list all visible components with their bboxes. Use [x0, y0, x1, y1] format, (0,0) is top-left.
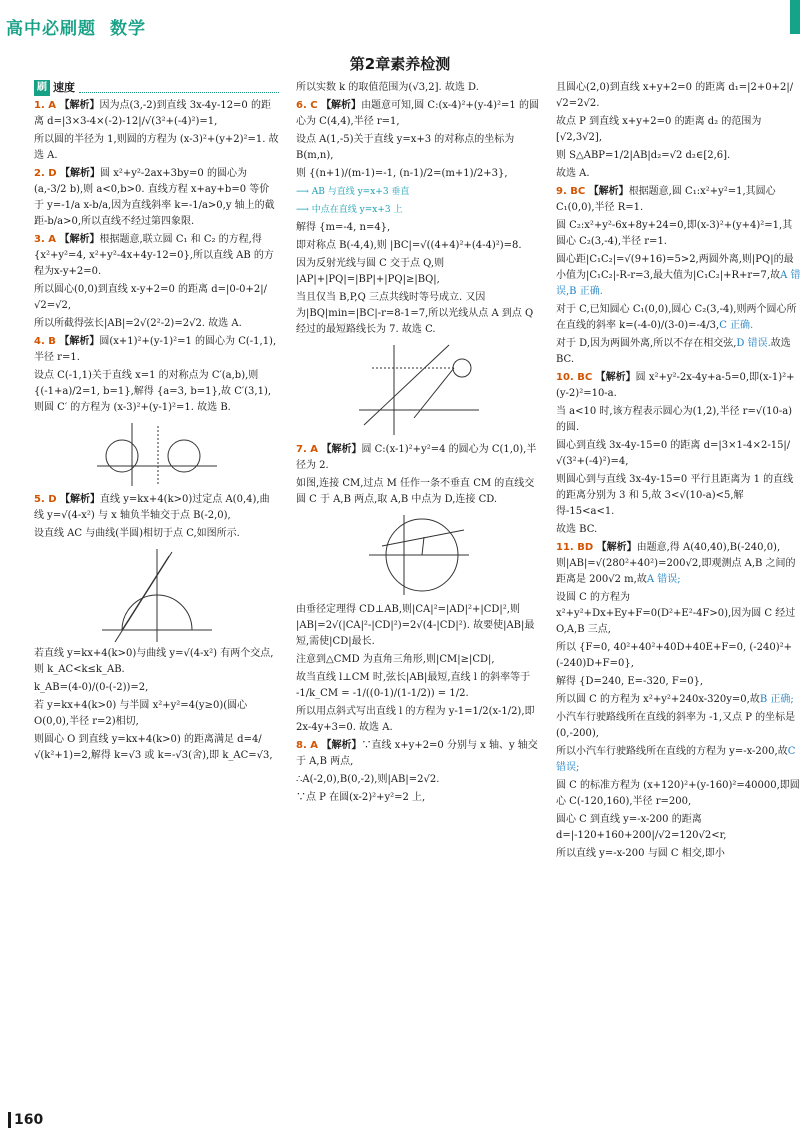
- body-text: 故选 A.: [556, 168, 590, 179]
- analysis-tag: 【解析】: [59, 100, 100, 111]
- analysis-tag: 【解析】: [588, 186, 629, 197]
- paragraph: [556, 590, 800, 638]
- paragraph: [296, 704, 541, 736]
- paragraph: [556, 166, 800, 182]
- paragraph: [556, 778, 800, 810]
- paragraph: [296, 80, 541, 96]
- body-text: 由垂径定理得 CD⊥AB,则|CA|²=|AD|²+|CD|²,则 |AB|=2√(|CA|²-|CD|²)=2√(4-|CD|²). 故要使|AB|最短,需使|CD|最长.: [296, 604, 535, 647]
- body-text: 设直线 AC 与曲线(半圆)相切于点 C,如图所示.: [34, 528, 240, 539]
- body-text: 所以小汽车行驶路线所在直线的方程为 y=-x-200,故: [556, 746, 788, 757]
- body-text: 如图,连接 CM,过点 M 任作一条不垂直 CM 的直线交圆 C 于 A,B 两点,取 A,B 中点为 D,连接 CD.: [296, 478, 535, 505]
- paragraph: [296, 238, 541, 254]
- paragraph: [296, 132, 541, 164]
- paragraph: [296, 476, 541, 508]
- body-text: 故选 BC.: [556, 338, 791, 365]
- body-text: ∴A(-2,0),B(0,-2),则|AB|=2√2.: [296, 774, 440, 785]
- paragraph: [556, 744, 800, 776]
- paragraph: [556, 80, 800, 112]
- section-heading: [34, 80, 279, 96]
- paragraph: [34, 680, 279, 696]
- paragraph: [556, 640, 800, 672]
- judgement-text: C 错误;: [556, 746, 796, 773]
- page-number: 160: [8, 1112, 43, 1128]
- body-text: 则圆心 O 到直线 y=kx+4(k>0) 的距离满足 d=4/√(k²+1)=2,解得 k=√3 或 k=-√3(舍),即 k_AC=√3,: [34, 734, 273, 761]
- section-label: 速度: [53, 81, 75, 94]
- body-text: 注意到△CMD 为直角三角形,则|CM|≥|CD|,: [296, 654, 495, 665]
- body-text: 因为反射光线与圆 C 交于点 Q,则 |AP|+|PQ|=|BP|+|PQ|≥|BQ|,: [296, 258, 445, 285]
- paragraph: [34, 698, 279, 730]
- circles-figure: [92, 418, 222, 490]
- column-3-content: [556, 80, 800, 862]
- body-text: 圆心距|C₁C₂|=√(9+16)=5>2,两圆外离,则|PQ|的最小值为|C₁C₂|-R-r=3,最大值为|C₁C₂|+R+r=7,故: [556, 254, 794, 281]
- analysis-tag: 【解析】: [596, 542, 637, 553]
- question-number: 1. A: [34, 100, 60, 111]
- analysis-tag: 【解析】: [321, 444, 362, 455]
- book-subject: 数学: [110, 19, 146, 39]
- question-number: 6. C: [296, 100, 322, 111]
- body-text: 则圆心到与直线 3x-4y-15=0 平行且距离为 1 的直线的距离分别为 3 和 5,故 3<√(10-a)<5,解得-15<a<1.: [556, 474, 794, 517]
- body-text: 因为点(3,-2)到直线 3x-4y-12=0 的距离 d=|3×3-4×(-2)-12|/√(3²+(-4)²)=1,: [34, 100, 271, 127]
- paragraph: [556, 370, 800, 402]
- body-text: 根据题意,联立圆 C₁ 和 C₂ 的方程,得 {x²+y²=4, x²+y²-4x+4y-12=0},所以直线 AB 的方程为x-y+2=0.: [34, 234, 274, 277]
- paragraph: [34, 492, 279, 524]
- paragraph: [296, 220, 541, 236]
- body-text: 故选 BC.: [556, 524, 598, 535]
- paragraph: [556, 846, 800, 862]
- body-text: 根据题意,圆 C₁:x²+y²=1,其圆心 C₁(0,0),半径 R=1.: [556, 186, 776, 213]
- book-title: 高中必刷题: [6, 19, 96, 39]
- body-text: k_AB=(4-0)/(0-(-2))=2,: [34, 682, 149, 693]
- paragraph: [556, 252, 800, 300]
- paragraph: [556, 472, 800, 520]
- paragraph: [556, 404, 800, 436]
- paragraph: [296, 602, 541, 650]
- body-text: 由题意可知,圆 C:(x-4)²+(y-4)²=1 的圆心为 C(4,4),半径 r=1,: [296, 100, 539, 127]
- paragraph: [556, 522, 800, 538]
- annotation-note: ⟶ 中点在直线 y=x+3 上: [296, 205, 403, 215]
- body-text: 且圆心(2,0)到直线 x+y+2=0 的距离 d₁=|2+0+2|/√2=2√2.: [556, 82, 794, 109]
- judgement-text: A 错误;: [646, 574, 681, 585]
- body-text: 圆 x²+y²-2x-4y+a-5=0,即(x-1)²+(y-2)²=10-a.: [556, 372, 795, 399]
- body-text: 对于 C,已知圆心 C₁(0,0),圆心 C₂(3,-4),则两个圆心所在直线的斜率 k=(-4-0)/(3-0)=-4/3,: [556, 304, 797, 331]
- book-brand: [6, 14, 146, 39]
- paragraph: [556, 540, 800, 588]
- body-text: 若 y=kx+4(k>0) 与半圆 x²+y²=4(y≥0)(圆心 O(0,0),半径 r=2)相切,: [34, 700, 248, 727]
- column-3: [556, 80, 800, 1120]
- section-badge: 刷: [34, 80, 50, 96]
- paragraph: [34, 132, 279, 164]
- question-number: 9. BC: [556, 186, 589, 197]
- paragraph: [556, 812, 800, 844]
- body-text: 设圆 C 的方程为 x²+y²+Dx+Ey+F=0(D²+E²-4F>0),因为圆 C 经过 O,A,B 三点,: [556, 592, 796, 635]
- analysis-tag: 【解析】: [59, 234, 100, 245]
- page-header: [0, 0, 800, 50]
- paragraph: [556, 336, 800, 368]
- body-text: 所以直线 y=-x-200 与圆 C 相交,即小: [556, 848, 725, 859]
- body-text: 故点 P 到直线 x+y+2=0 的距离 d₂ 的范围为[√2,3√2],: [556, 116, 762, 143]
- body-text: 圆 C:(x-1)²+y²=4 的圆心为 C(1,0),半径为 2.: [296, 444, 537, 471]
- analysis-tag: 【解析】: [60, 494, 101, 505]
- paragraph: [34, 732, 279, 764]
- paragraph: [296, 256, 541, 288]
- annotation-note: ⟶ AB 与直线 y=x+3 垂直: [296, 187, 410, 197]
- body-text: 所以圆 C 的方程为 x²+y²+240x-320y=0,故: [556, 694, 760, 705]
- question-number: 5. D: [34, 494, 61, 505]
- body-text: 对于 D,因为两圆外离,所以不存在相交弦,: [556, 338, 737, 349]
- reflection-figure: [354, 340, 484, 440]
- header-accent-bar: [790, 0, 800, 34]
- body-text: ∵点 P 在圆(x-2)²+y²=2 上,: [296, 792, 426, 803]
- body-text: 圆 C₂:x²+y²-6x+8y+24=0,即(x-3)²+(y+4)²=1,其圆心 C₂(3,-4),半径 r=1.: [556, 220, 793, 247]
- paragraph: [296, 772, 541, 788]
- body-text: 所以实数 k 的取值范围为(√3,2]. 故选 D.: [296, 82, 479, 93]
- body-text: 圆 x²+y²-2ax+3by=0 的圆心为(a,-3/2 b),则 a<0,b>0. 直线方程 x+ay+b=0 等价于 y=-1/a x-b/a,因为直线斜率 k=-1/a>0,y 轴上的截距-b/a>0,所以直线不经过第四象限.: [34, 168, 275, 227]
- body-text: 解得 {m=-4, n=4},: [296, 222, 391, 233]
- chord-figure: [364, 510, 474, 600]
- paragraph: [34, 334, 279, 366]
- body-text: 所以 {F=0, 40²+40²+40D+40E+F=0, (-240)²+(-240)D+F=0},: [556, 642, 793, 669]
- question-number: 2. D: [34, 168, 61, 179]
- paragraph: [296, 442, 541, 474]
- column-1-content: [34, 98, 279, 764]
- body-text: 圆心到直线 3x-4y-15=0 的距离 d=|3×1-4×2-15|/√(3²+(-4)²)=4,: [556, 440, 791, 467]
- paragraph: [556, 114, 800, 146]
- body-text: 圆心 C 到直线 y=-x-200 的距离 d=|-120+160+200|/√2=120√2<r,: [556, 814, 727, 841]
- paragraph: [556, 438, 800, 470]
- body-text: 则 S△ABP=1/2|AB|d₂=√2 d₂∈[2,6].: [556, 150, 731, 161]
- body-text: 圆(x+1)²+(y-1)²=1 的圆心为 C(-1,1),半径 r=1.: [34, 336, 277, 363]
- body-text: 设点 A(1,-5)关于直线 y=x+3 的对称点的坐标为 B(m,n),: [296, 134, 515, 161]
- semicircle-figure: [97, 544, 217, 644]
- question-number: 3. A: [34, 234, 60, 245]
- body-text: 小汽车行驶路线所在直线的斜率为 -1,又点 P 的坐标是(0,-200),: [556, 712, 796, 739]
- paragraph: [296, 670, 541, 702]
- column-1: [34, 80, 279, 1120]
- chapter-title: 第2章素养检测: [349, 55, 451, 73]
- judgement-text: A 错误,B 正确.: [556, 270, 800, 297]
- paragraph: [296, 652, 541, 668]
- body-text: 所以所截得弦长|AB|=2√(2²-2)=2√2. 故选 A.: [34, 318, 242, 329]
- paragraph: [296, 790, 541, 806]
- body-text: 直线 y=kx+4(k>0)过定点 A(0,4),曲线 y=√(4-x²) 与 x 轴负半轴交于点 B(-2,0),: [34, 494, 270, 521]
- paragraph: [34, 166, 279, 230]
- column-2-content: [296, 80, 541, 806]
- paragraph: [296, 166, 541, 182]
- paragraph: [34, 526, 279, 542]
- paragraph: [556, 148, 800, 164]
- paragraph: [296, 98, 541, 130]
- column-2: [296, 80, 541, 1120]
- body-text: 所以圆心(0,0)到直线 x-y+2=0 的距离 d=|0-0+2|/√2=√2,: [34, 284, 267, 311]
- dotted-divider: [79, 84, 279, 93]
- body-text: 若直线 y=kx+4(k>0)与曲线 y=√(4-x²) 有两个交点,则 k_AC<k≤k_AB.: [34, 648, 274, 675]
- analysis-tag: 【解析】: [321, 100, 362, 111]
- paragraph: [296, 290, 541, 338]
- paragraph: [556, 692, 800, 708]
- question-number: 8. A: [296, 740, 322, 751]
- analysis-tag: 【解析】: [59, 336, 100, 347]
- paragraph: [556, 218, 800, 250]
- body-text: 则 {(n+1)/(m-1)=-1, (n-1)/2=(m+1)/2+3},: [296, 168, 508, 179]
- paragraph: [34, 232, 279, 280]
- question-number: 4. B: [34, 336, 60, 347]
- body-text: 解得 {D=240, E=-320, F=0},: [556, 676, 704, 687]
- question-number: 7. A: [296, 444, 322, 455]
- paragraph: [556, 184, 800, 216]
- paragraph: [556, 710, 800, 742]
- body-text: 当且仅当 B,P,Q 三点共线时等号成立. 又因为|BQ|min=|BC|-r=8-1=7,所以光线从点 A 到点 Q 经过的最短路线长为 7. 故选 C.: [296, 292, 534, 335]
- question-number: 11. BD: [556, 542, 597, 553]
- paragraph: [556, 302, 800, 334]
- paragraph: [34, 646, 279, 678]
- body-text: 故当直线 l⊥CM 时,弦长|AB|最短,直线 l 的斜率等于 -1/k_CM = -1/((0-1)/(1-1/2)) = 1/2.: [296, 672, 531, 699]
- paragraph: [34, 368, 279, 416]
- judgement-text: D 错误.: [736, 338, 771, 349]
- paragraph: [296, 738, 541, 770]
- paragraph: [34, 316, 279, 332]
- body-text: 所以用点斜式写出直线 l 的方程为 y-1=1/2(x-1/2),即 2x-4y+3=0. 故选 A.: [296, 706, 535, 733]
- analysis-tag: 【解析】: [321, 740, 362, 751]
- analysis-tag: 【解析】: [595, 372, 636, 383]
- paragraph: [556, 674, 800, 690]
- body-text: 即对称点 B(-4,4),则 |BC|=√((4+4)²+(4-4)²)=8.: [296, 240, 522, 251]
- body-text: 设点 C(-1,1)关于直线 x=1 的对称点为 C′(a,b),则 {(-1+a)/2=1, b=1},解得 {a=3, b=1},故 C′(3,1),则圆 C′ 的方程为 (x-3)²+(y-1)²=1. 故选 B.: [34, 370, 272, 413]
- body-text: 所以圆的半径为 1,则圆的方程为 (x-3)²+(y+2)²=1. 故选 A.: [34, 134, 279, 161]
- body-text: 由题意,得 A(40,40),B(-240,0),则|AB|=√(280²+40²)=200√2,即观测点 A,B 之间的距离是 200√2 m,故: [556, 542, 796, 585]
- paragraph: [34, 282, 279, 314]
- question-number: 10. BC: [556, 372, 596, 383]
- judgement-text: B 正确;: [759, 694, 794, 705]
- judgement-text: C 正确.: [719, 320, 754, 331]
- body-text: ∵直线 x+y+2=0 分别与 x 轴、y 轴交于 A,B 两点,: [296, 740, 538, 767]
- body-text: 当 a<10 时,该方程表示圆心为(1,2),半径 r=√(10-a) 的圆.: [556, 406, 793, 433]
- analysis-tag: 【解析】: [60, 168, 101, 179]
- body-text: 圆 C 的标准方程为 (x+120)²+(y-160)²=40000,即圆心 C(-120,160),半径 r=200,: [556, 780, 800, 807]
- paragraph: [34, 98, 279, 130]
